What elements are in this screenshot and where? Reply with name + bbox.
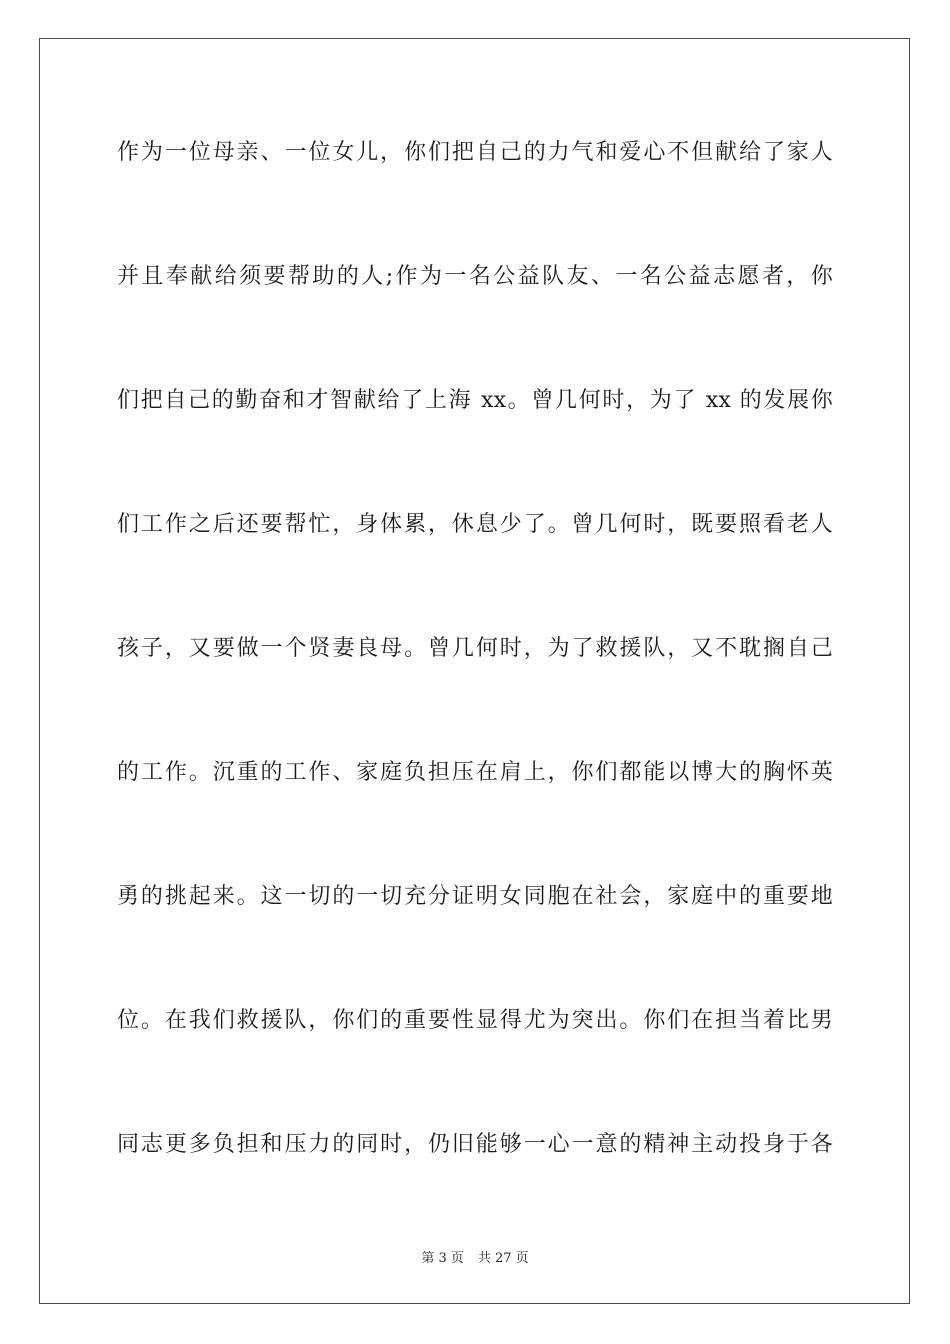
body-text-line: 的工作。沉重的工作、家庭负担压在肩上，你们都能以博大的胸怀英 (117, 760, 833, 785)
page-footer (0, 1247, 950, 1266)
body-text-line: 们工作之后还要帮忙，身体累，休息少了。曾几何时，既要照看老人 (117, 512, 833, 537)
page-number: 第 3 页 (421, 1251, 464, 1266)
body-text-line: 并且奉献给须要帮助的人;作为一名公益队友、一名公益志愿者，你 (117, 264, 833, 289)
page-total: 共 27 页 (477, 1251, 529, 1266)
page-frame (39, 38, 910, 1304)
body-text-line: 勇的挑起来。这一切的一切充分证明女同胞在社会，家庭中的重要地 (117, 884, 833, 909)
body-text-line: 孩子，又要做一个贤妻良母。曾几何时，为了救援队，又不耽搁自己 (117, 636, 833, 661)
body-text-line: 们把自己的勤奋和才智献给了上海 xx。曾几何时，为了 xx 的发展你 (117, 388, 833, 413)
body-text-line: 同志更多负担和压力的同时，仍旧能够一心一意的精神主动投身于各 (117, 1132, 833, 1157)
body-text-line: 位。在我们救援队，你们的重要性显得尤为突出。你们在担当着比男 (117, 1008, 833, 1033)
body-text-line: 作为一位母亲、一位女儿，你们把自己的力气和爱心不但献给了家人 (117, 140, 833, 165)
